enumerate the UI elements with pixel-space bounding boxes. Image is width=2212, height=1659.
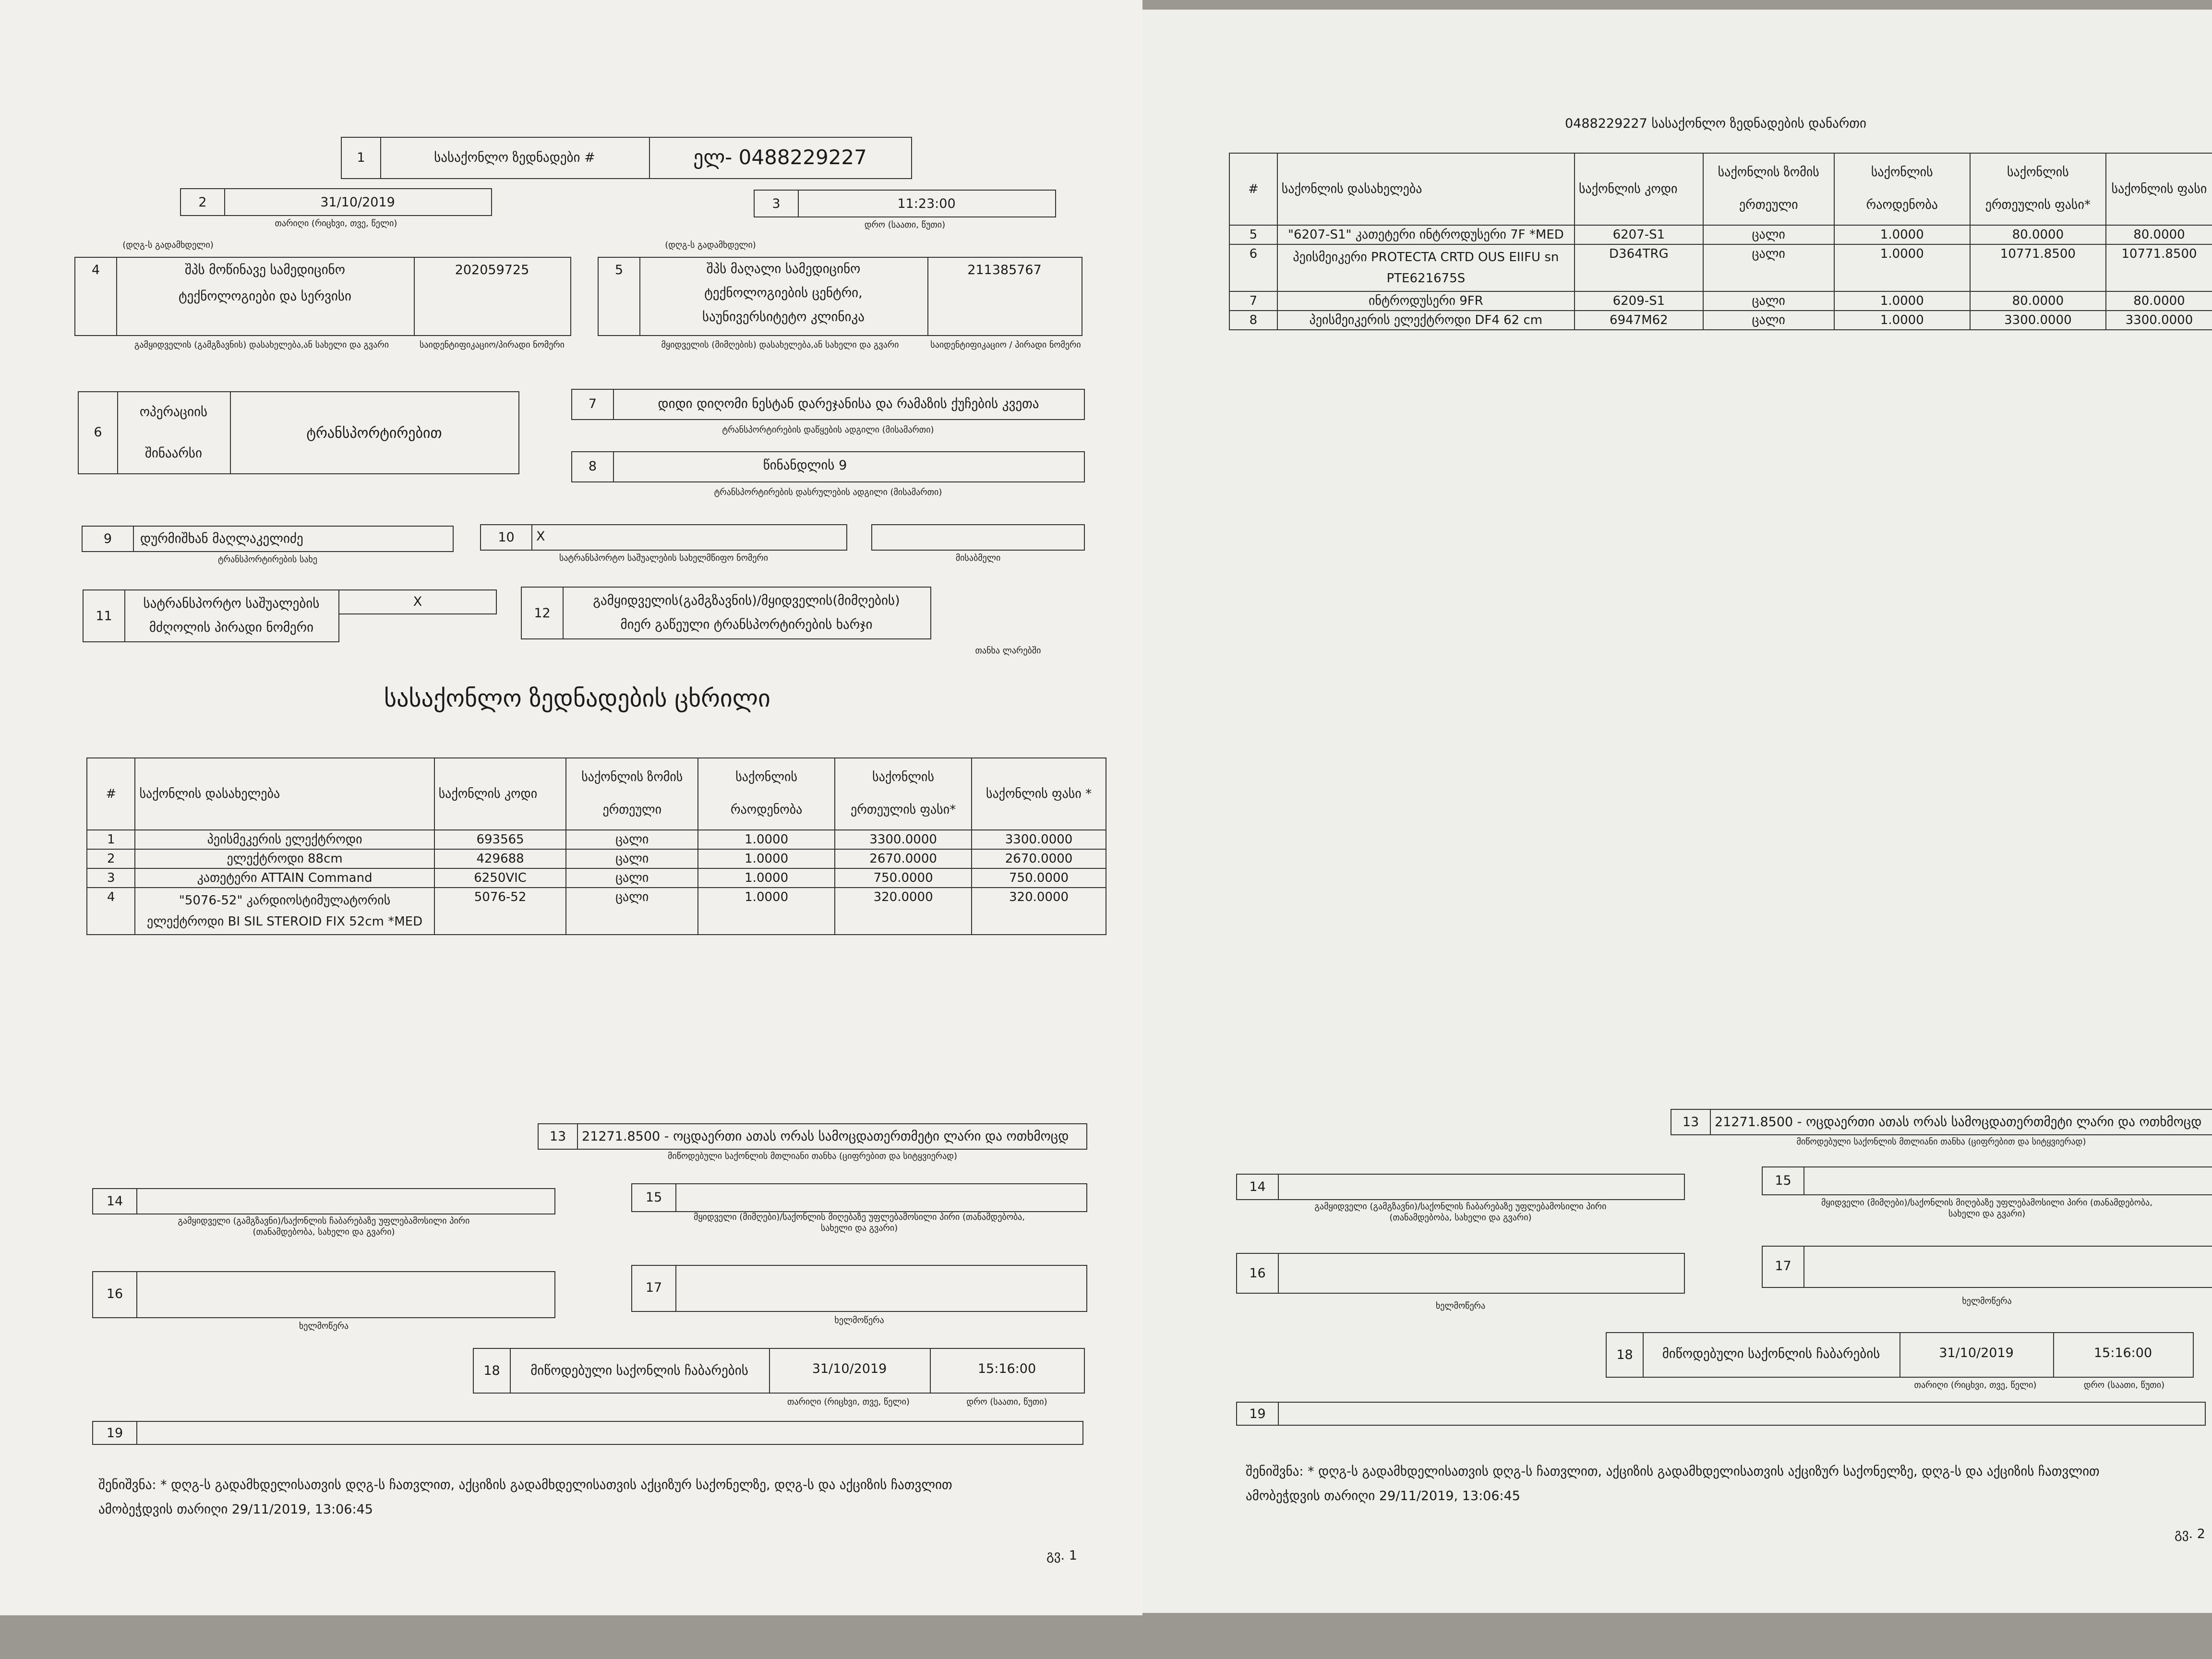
vehicle-number: X — [536, 529, 545, 544]
row-num: 2 — [87, 849, 135, 868]
trailer-box — [871, 524, 1085, 551]
header-unit: საქონლის ზომის ერთეული — [1703, 153, 1834, 225]
row-unit: ცალი — [1703, 291, 1834, 311]
row-price: 80.0000 — [1970, 225, 2106, 244]
field-number: 3 — [772, 196, 781, 211]
start-address: დიდი დიღომი ნესტან დარეჯანისა და რამაზის ქუჩების კვეთა — [658, 397, 1039, 411]
header-num: # — [1229, 153, 1277, 225]
operation-value: ტრანსპორტირებით — [306, 425, 442, 442]
trailer-caption: მისაბმელი — [955, 553, 1001, 563]
delivery-date: 31/10/2019 — [812, 1361, 887, 1376]
operation-label-2: შინაარსი — [144, 446, 203, 461]
field-number: 12 — [534, 606, 551, 621]
row-price: 2670.0000 — [835, 849, 972, 868]
field-number: 9 — [103, 531, 112, 546]
field-11-driver-box — [83, 589, 339, 642]
row-price: 320.0000 — [835, 888, 972, 935]
field-15-caption: მყიდველი (მიმღები)/საქონლის მიღებაზე უფლებამოსილი პირი (თანამდებობა, სახელი და გვარი) — [693, 1212, 1025, 1233]
end-address: წინანდლის 9 — [763, 458, 847, 473]
table-header-row — [87, 758, 1106, 830]
header-total: საქონლის ფასი * — [972, 758, 1106, 830]
operation-label-1: ოპერაციის — [139, 405, 208, 420]
row-name: პეისმეკერის ელექტროდი — [135, 830, 434, 849]
row-total: 10771.8500 — [2106, 244, 2212, 291]
field-number: 5 — [614, 263, 624, 277]
field-15-box — [1762, 1166, 2212, 1195]
vat-payer-right: (დღგ-ს გადამხდელი) — [665, 240, 756, 250]
footnote: შენიშვნა: * დღგ-ს გადამხდელისათვის დღგ-ს ჩათვლით, აქციზის გადამხდელისათვის აქციზურ საქონელზე, დღგ-ს და აქციზის ჩათვლით ამობეჭდვის თარიღი 29/11/2019, 13:06:45 — [1246, 1464, 2100, 1504]
field-16-caption: ხელმოწერა — [1435, 1301, 1486, 1311]
field-17-signature-box — [1762, 1246, 2212, 1288]
field-16-signature-box — [92, 1271, 555, 1318]
delivery-label: მიწოდებული საქონლის ჩაბარების — [1662, 1346, 1880, 1361]
row-code: 693565 — [434, 830, 566, 849]
table-row — [1229, 225, 2212, 244]
field-16-caption: ხელმოწერა — [299, 1321, 349, 1331]
row-num: 1 — [87, 830, 135, 849]
seller-name-1: შპს მოწინავე სამედიცინო — [184, 263, 346, 277]
field-number: 18 — [1616, 1347, 1633, 1362]
row-unit: ცალი — [1703, 244, 1834, 291]
row-qty: 1.0000 — [698, 868, 835, 888]
field-number: 15 — [1775, 1173, 1791, 1188]
row-total: 2670.0000 — [972, 849, 1106, 868]
field-number: 14 — [1249, 1179, 1266, 1194]
field-18-delivery-box — [473, 1348, 1085, 1394]
seller-id: 202059725 — [455, 263, 529, 277]
field-13-total-box — [1671, 1109, 2212, 1135]
row-num: 6 — [1229, 244, 1277, 291]
row-name: პეისმეიკერის ელექტროდი DF4 62 cm — [1277, 311, 1575, 330]
page-number: გვ. 1 — [1046, 1548, 1077, 1563]
total-amount: 21271.8500 - ოცდაერთი ათას ორას სამოცდათერთმეტი ლარი და ოთხმოცდ — [582, 1129, 1069, 1144]
row-qty: 1.0000 — [1834, 225, 1970, 244]
field-number: 19 — [1249, 1407, 1266, 1421]
row-num: 8 — [1229, 311, 1277, 330]
row-qty: 1.0000 — [1834, 244, 1970, 291]
field-number: 11 — [96, 609, 112, 624]
row-code: D364TRG — [1575, 244, 1703, 291]
field-8-end-address — [571, 451, 1085, 482]
waybill-number: ელ- 0488229227 — [693, 145, 867, 169]
field-number: 7 — [588, 397, 597, 411]
page-number: გვ. 2 — [2175, 1527, 2205, 1541]
buyer-name-3: საუნივერსიტეტო კლინიკა — [702, 310, 865, 325]
field-number: 19 — [106, 1426, 123, 1441]
field-6-operation-box — [78, 391, 519, 474]
field-7-start-address — [571, 389, 1085, 420]
field-13-total-box — [538, 1123, 1087, 1150]
row-unit: ცალი — [566, 849, 698, 868]
field-4-seller-box — [74, 257, 571, 336]
field-15-box — [631, 1183, 1087, 1212]
table-row — [1229, 311, 2212, 330]
table-row — [1229, 244, 2212, 291]
field-5-buyer-box — [598, 257, 1082, 336]
header-total: საქონლის ფასი — [2106, 153, 2212, 225]
end-address-caption: ტრანსპორტირების დასრულების ადგილი (მისამართი) — [714, 487, 942, 497]
driver-label-1: სატრანსპორტო საშუალების — [143, 596, 320, 611]
buyer-caption: მყიდველის (მიმღების) დასახელება,ან სახელი და გვარი — [661, 340, 899, 350]
row-code: 429688 — [434, 849, 566, 868]
row-unit: ცალი — [566, 868, 698, 888]
header-price: საქონლის ერთეულის ფასი* — [835, 758, 972, 830]
row-price: 3300.0000 — [1970, 311, 2106, 330]
row-num: 3 — [87, 868, 135, 888]
row-total: 3300.0000 — [972, 830, 1106, 849]
table-row — [87, 868, 1106, 888]
field-1-box — [341, 137, 912, 179]
row-qty: 1.0000 — [698, 849, 835, 868]
table-row — [87, 830, 1106, 849]
header-code: საქონლის კოდი — [1575, 153, 1703, 225]
header-num: # — [87, 758, 135, 830]
row-name: კათეტერი ATTAIN Command — [135, 868, 434, 888]
seller-id-caption: საიდენტიფიკაციო/პირადი ნომერი — [420, 340, 565, 350]
delivery-time: 15:16:00 — [977, 1361, 1036, 1376]
cost-label-1: გამყიდველის(გამგზავნის)/მყიდველის(მიმღების) — [593, 593, 900, 608]
time-value: 11:23:00 — [897, 196, 956, 211]
row-code: 6250VIC — [434, 868, 566, 888]
date-caption: თარიღი (რიცხვი, თვე, წელი) — [275, 218, 397, 228]
delivery-date-caption: თარიღი (რიცხვი, თვე, წელი) — [1914, 1380, 2037, 1390]
row-price: 10771.8500 — [1970, 244, 2106, 291]
table-row — [87, 849, 1106, 868]
row-price: 80.0000 — [1970, 291, 2106, 311]
header-price: საქონლის ერთეულის ფასი* — [1970, 153, 2106, 225]
field-14-box — [92, 1188, 555, 1214]
row-total: 3300.0000 — [2106, 311, 2212, 330]
annex-goods-table — [1229, 153, 2212, 330]
delivery-date: 31/10/2019 — [1939, 1346, 2014, 1360]
row-name: ელექტროდი 88cm — [135, 849, 434, 868]
row-total: 80.0000 — [2106, 291, 2212, 311]
row-code: 5076-52 — [434, 888, 566, 935]
field-15-caption: მყიდველი (მიმღები)/საქონლის მიღებაზე უფლებამოსილი პირი (თანამდებობა, სახელი და გვარი) — [1821, 1198, 2153, 1219]
field-2-date-box — [180, 188, 492, 216]
annex-title: 0488229227 სასაქონლო ზედნადების დანართი — [1565, 116, 1866, 131]
row-unit: ცალი — [1703, 225, 1834, 244]
header-qty: საქონლის რაოდენობა — [1834, 153, 1970, 225]
row-unit: ცალი — [1703, 311, 1834, 330]
field-number: 16 — [106, 1286, 123, 1301]
field-14-caption: გამყიდველი (გამგზავნი)/საქონლის ჩაბარებაზე უფლებამოსილი პირი (თანამდებობა, სახელი და გვარი) — [1314, 1202, 1607, 1223]
field-number: 17 — [645, 1280, 662, 1295]
row-code: 6207-S1 — [1575, 225, 1703, 244]
field-17-caption: ხელმოწერა — [1962, 1296, 2012, 1306]
row-code: 6209-S1 — [1575, 291, 1703, 311]
field-19-box — [92, 1421, 1083, 1445]
row-qty: 1.0000 — [698, 830, 835, 849]
table-row — [87, 888, 1106, 935]
seller-caption: გამყიდველის (გამგზავნის) დასახელება,ან სახელი და გვარი — [134, 340, 389, 350]
cost-caption: თანხა ლარებში — [975, 646, 1041, 656]
row-total: 80.0000 — [2106, 225, 2212, 244]
field-number: 10 — [498, 530, 515, 545]
row-qty: 1.0000 — [698, 888, 835, 935]
driver-id-box — [338, 589, 497, 614]
vat-payer-left: (დღგ-ს გადამხდელი) — [122, 240, 214, 250]
field-number: 8 — [588, 459, 597, 474]
field-17-signature-box — [631, 1265, 1087, 1312]
total-amount: 21271.8500 - ოცდაერთი ათას ორას სამოცდათერთმეტი ლარი და ოთხმოცდ — [1715, 1115, 2202, 1130]
row-unit: ცალი — [566, 830, 698, 849]
field-14-box — [1236, 1174, 1685, 1200]
row-qty: 1.0000 — [1834, 291, 1970, 311]
field-14-caption: გამყიდველი (გამგზავნი)/საქონლის ჩაბარებაზე უფლებამოსილი პირი (თანამდებობა, სახელი და გვარი) — [178, 1216, 470, 1237]
waybill-page-2 — [1142, 10, 2212, 1613]
table-header-row — [1229, 153, 2212, 225]
field-number: 14 — [106, 1194, 123, 1209]
transport-caption: ტრანსპორტირების სახე — [217, 554, 318, 565]
goods-table — [86, 757, 1106, 935]
field-number: 13 — [549, 1129, 566, 1144]
row-price: 750.0000 — [835, 868, 972, 888]
row-qty: 1.0000 — [1834, 311, 1970, 330]
delivery-date-caption: თარიღი (რიცხვი, თვე, წელი) — [787, 1397, 910, 1407]
driver-id: X — [413, 594, 422, 609]
row-name: "5076-52" კარდიოსტიმულატორის ელექტროდი BI SIL STEROID FIX 52cm *MED — [135, 888, 434, 935]
row-num: 5 — [1229, 225, 1277, 244]
date-value: 31/10/2019 — [320, 195, 395, 210]
field-16-signature-box — [1236, 1253, 1685, 1294]
vehicle-caption: სატრანსპორტო საშუალების სახელმწიფო ნომერი — [559, 553, 769, 563]
buyer-name-2: ტექნოლოგიების ცენტრი, — [704, 286, 863, 301]
field-number: 1 — [357, 150, 365, 165]
header-name: საქონლის დასახელება — [1277, 153, 1575, 225]
buyer-name-1: შპს მაღალი სამედიცინო — [706, 262, 861, 276]
field-12-cost-box — [521, 587, 931, 639]
cost-label-2: მიერ გაწეული ტრანსპორტირების ხარჯი — [620, 617, 873, 632]
field-number: 17 — [1775, 1259, 1791, 1274]
delivery-time-caption: დრო (საათი, წუთი) — [2083, 1380, 2165, 1390]
field-17-caption: ხელმოწერა — [834, 1315, 884, 1325]
field-number: 18 — [483, 1363, 500, 1378]
waybill-label: სასაქონლო ზედნადები # — [434, 150, 595, 165]
row-name: ინტროდუსერი 9FR — [1277, 291, 1575, 311]
delivery-label: მიწოდებული საქონლის ჩაბარების — [530, 1363, 748, 1378]
buyer-id-caption: საიდენტიფიკაციო / პირადი ნომერი — [930, 340, 1081, 350]
field-number: 13 — [1682, 1115, 1699, 1130]
row-total: 750.0000 — [972, 868, 1106, 888]
row-name: "6207-S1" კათეტერი ინტროდუსერი 7F *MED — [1277, 225, 1575, 244]
row-num: 4 — [87, 888, 135, 935]
field-number: 15 — [645, 1190, 662, 1205]
field-19-box — [1236, 1402, 2206, 1426]
driver-label-2: მძღოლის პირადი ნომერი — [149, 620, 314, 635]
table-row — [1229, 291, 2212, 311]
row-price: 3300.0000 — [835, 830, 972, 849]
header-code: საქონლის კოდი — [434, 758, 566, 830]
delivery-time: 15:16:00 — [2093, 1346, 2152, 1360]
footnote: შენიშვნა: * დღგ-ს გადამხდელისათვის დღგ-ს ჩათვლით, აქციზის გადამხდელისათვის აქციზურ საქონელზე, დღგ-ს და აქციზის ჩათვლით ამობეჭდვის თარიღი 29/11/2019, 13:06:45 — [98, 1478, 952, 1517]
total-caption: მიწოდებული საქონლის მთლიანი თანხა (ციფრებით და სიტყვიერად) — [1796, 1137, 2086, 1147]
field-9-transport-box — [82, 526, 454, 552]
table-title: სასაქონლო ზედნადების ცხრილი — [384, 685, 770, 712]
field-number: 2 — [198, 195, 207, 210]
total-caption: მიწოდებული საქონლის მთლიანი თანხა (ციფრებით და სიტყვიერად) — [667, 1151, 957, 1161]
field-3-time-box — [754, 190, 1056, 217]
delivery-time-caption: დრო (საათი, წუთი) — [966, 1397, 1047, 1407]
field-10-vehicle-box — [480, 524, 847, 551]
time-caption: დრო (საათი, წუთი) — [864, 220, 946, 230]
field-number: 16 — [1249, 1266, 1266, 1281]
start-address-caption: ტრანსპორტირების დაწყების ადგილი (მისამართი) — [722, 425, 934, 435]
row-name: პეისმეიკერი PROTECTA CRTD OUS EIIFU sn PTE621675S — [1277, 244, 1575, 291]
field-number: 4 — [91, 263, 100, 277]
row-total: 320.0000 — [972, 888, 1106, 935]
field-number: 6 — [94, 425, 102, 440]
driver-name: დურმიშხან მაღლაკელიძე — [140, 531, 303, 546]
row-unit: ცალი — [566, 888, 698, 935]
field-18-delivery-box — [1606, 1332, 2194, 1378]
row-num: 7 — [1229, 291, 1277, 311]
buyer-id: 211385767 — [967, 263, 1042, 277]
header-unit: საქონლის ზომის ერთეული — [566, 758, 698, 830]
header-name: საქონლის დასახელება — [135, 758, 434, 830]
row-code: 6947M62 — [1575, 311, 1703, 330]
seller-name-2: ტექნოლოგიები და სერვისი — [178, 289, 351, 304]
header-qty: საქონლის რაოდენობა — [698, 758, 835, 830]
